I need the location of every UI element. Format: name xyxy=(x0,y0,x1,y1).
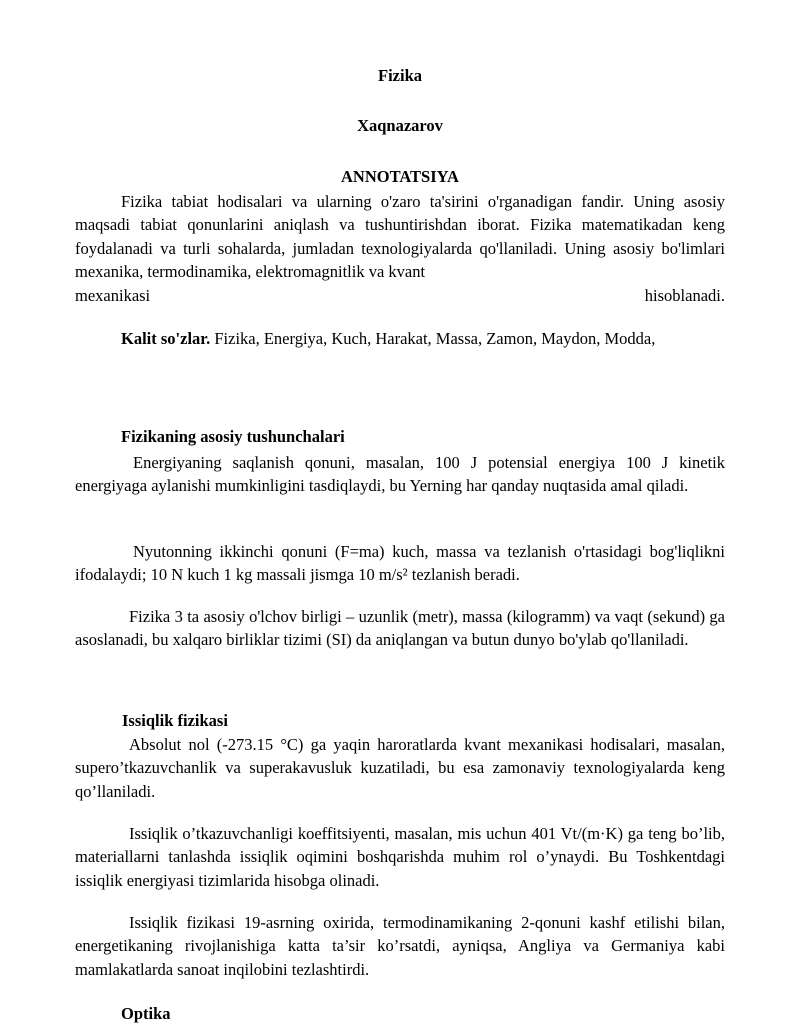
keywords-label: Kalit so'zlar. xyxy=(121,329,211,348)
basics-paragraph-1: Energiyaning saqlanish qonuni, masalan, 100 J potensial energiya 100 J kinetik energiyaga aylanishi mumkinligini tasdiqlaydi, bu Yerning har qanday nuqtasida amal qiladi. xyxy=(75,453,725,496)
basics-paragraph-2: Nyutonning ikkinchi qonuni (F=ma) kuch, massa va tezlanish o'rtasidagi bog'liqlikni ifodalaydi; 10 N kuch 1 kg massali jismga 10 m/s² tezlanish beradi. xyxy=(75,542,725,585)
section-heading-basics: Fizikaning asosiy tushunchalari xyxy=(121,427,345,446)
keywords-paragraph xyxy=(75,327,725,350)
basics-paragraph-3: Fizika 3 ta asosiy o'lchov birligi – uzunlik (metr), massa (kilogramm) va vaqt (sekund) ga asoslanadi, bu xalqaro birliklar tizimi (SI) da aniqlangan va butun dunyo bo'ylab qo'llaniladi. xyxy=(75,607,725,650)
document-author: Xaqnazarov xyxy=(357,116,443,135)
annotation-last-line xyxy=(75,284,725,307)
annotation-last-right: hisoblanadi. xyxy=(644,285,725,305)
section-heading-heat: Issiqlik fizikasi xyxy=(122,711,228,730)
annotation-last-left: mexanikasi xyxy=(75,285,151,305)
keywords-text: Fizika, Energiya, Kuch, Harakat, Massa, Zamon, Maydon, Modda, xyxy=(210,329,656,348)
heat-paragraph-1: Absolut nol (-273.15 °C) ga yaqin haroratlarda kvant mexanikasi hodisalari, masalan, supero’tkazuvchanlik va superakavusluk kuzatiladi, bu esa zamonaviy texnologiyalarda keng qo’llaniladi. xyxy=(75,735,725,801)
heat-paragraph-3: Issiqlik fizikasi 19-asrning oxirida, termodinamikaning 2-qonuni kashf etilishi bilan, energetikaning rivojlanishiga katta ta’sir ko’rsatdi, ayniqsa, Angliya va Germaniya kabi mamlakatlarda sanoat inqilobini tezlashtirdi. xyxy=(75,913,725,979)
annotation-title: ANNOTATSIYA xyxy=(341,167,459,186)
annotation-paragraph xyxy=(75,190,725,307)
heat-paragraph-2: Issiqlik o’tkazuvchanligi koeffitsiyenti, masalan, mis uchun 401 Vt/(m·K) ga teng bo’lib, materiallarni tanlashda issiqlik oqimini boshqarishda muhim rol o’ynaydi. Bu Toshkentdagi issiqlik energiyasi tizimlarida hisobga olinadi. xyxy=(75,824,725,890)
section-heading-optics: Optika xyxy=(121,1004,171,1023)
annotation-body: Fizika tabiat hodisalari va ularning o'zaro ta'sirini o'rganadigan fandir. Uning asosiy maqsadi tabiat qonunlarini aniqlash va tushuntirishdan iborat. Fizika matematikadan keng foydalanadi va turli sohalarda, jumladan texnologiyalarda qo'llaniladi. Uning asosiy bo'limlari mexanika, termodinamika, elektromagnitlik va kvant xyxy=(75,192,725,282)
document-subject: Fizika xyxy=(378,66,422,85)
